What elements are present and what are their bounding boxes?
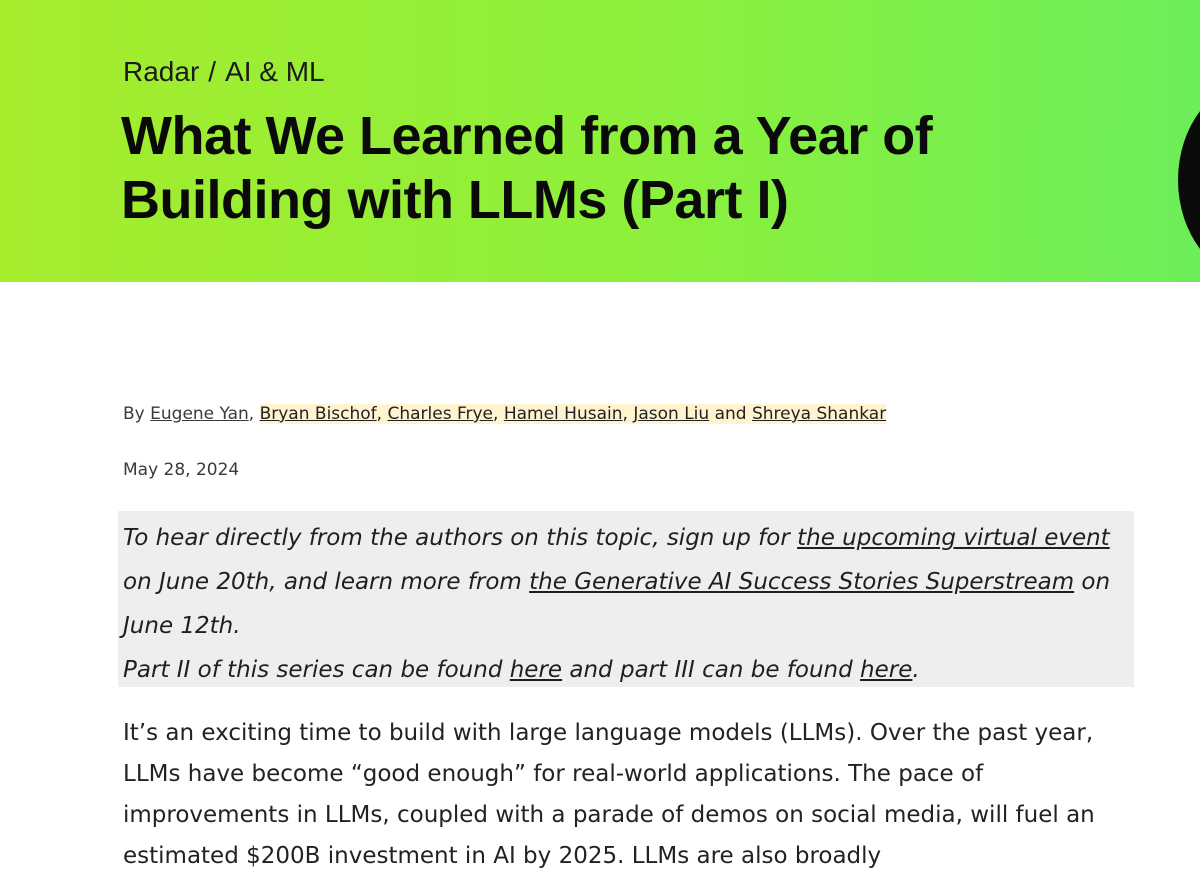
callout-text: on June 12th. xyxy=(123,569,1111,639)
part-ii-link[interactable]: here xyxy=(509,657,563,683)
callout-event-paragraph xyxy=(123,516,1128,648)
part-iii-link[interactable]: here xyxy=(860,657,913,683)
callout-text: on June 20th, and learn more from xyxy=(123,569,530,595)
byline-prefix: By xyxy=(123,404,145,424)
intro-paragraph: It’s an exciting time to build with large language models (LLMs). Over the past year, LLMs have become “good enough” for real-world applications. The pace of improvements in LLMs, coupled with a parade of demos on social media, will fuel an estimated $200B investment in AI by 2025. LLMs are also broadly xyxy=(123,720,1095,869)
virtual-event-link[interactable]: the upcoming virtual event xyxy=(797,525,1110,551)
author-byline: By Eugene Yan, Bryan Bischof, Charles Frye, Hamel Husain, Jason Liu and Shreya Shankar xyxy=(123,404,887,424)
callout-text: Part II of this series can be found xyxy=(123,657,510,683)
author-link-jason-liu[interactable]: Jason Liu xyxy=(633,404,710,424)
publish-date: May 28, 2024 xyxy=(123,460,240,480)
callout-series-paragraph xyxy=(123,648,1128,692)
article-title: What We Learned from a Year of Building with LLMs (Part I) xyxy=(121,106,933,230)
author-link-eugene-yan[interactable]: Eugene Yan xyxy=(150,404,249,424)
event-callout xyxy=(118,511,1134,687)
decorative-circle xyxy=(1178,80,1200,280)
callout-text: . xyxy=(912,657,920,683)
breadcrumb-ai-ml-link[interactable]: AI & ML xyxy=(225,56,325,87)
byline-highlight: Bryan Bischof, Charles Frye, Hamel Husain, Jason Liu and Shreya Shankar xyxy=(259,404,887,424)
author-link-shreya-shankar[interactable]: Shreya Shankar xyxy=(751,404,887,424)
author-link-hamel-husain[interactable]: Hamel Husain xyxy=(503,404,623,424)
callout-text: To hear directly from the authors on this topic, sign up for xyxy=(123,525,798,551)
author-link-charles-frye[interactable]: Charles Frye xyxy=(387,404,494,424)
callout-text: and part III can be found xyxy=(562,657,861,683)
byline-conjunction: and xyxy=(714,404,747,424)
author-link-bryan-bischof[interactable]: Bryan Bischof xyxy=(259,404,377,424)
breadcrumb xyxy=(123,56,325,88)
breadcrumb-radar-link[interactable]: Radar xyxy=(123,56,200,87)
breadcrumb-separator: / xyxy=(208,56,217,87)
superstream-link[interactable]: the Generative AI Success Stories Superstream xyxy=(529,569,1075,595)
article-hero xyxy=(0,0,1200,282)
